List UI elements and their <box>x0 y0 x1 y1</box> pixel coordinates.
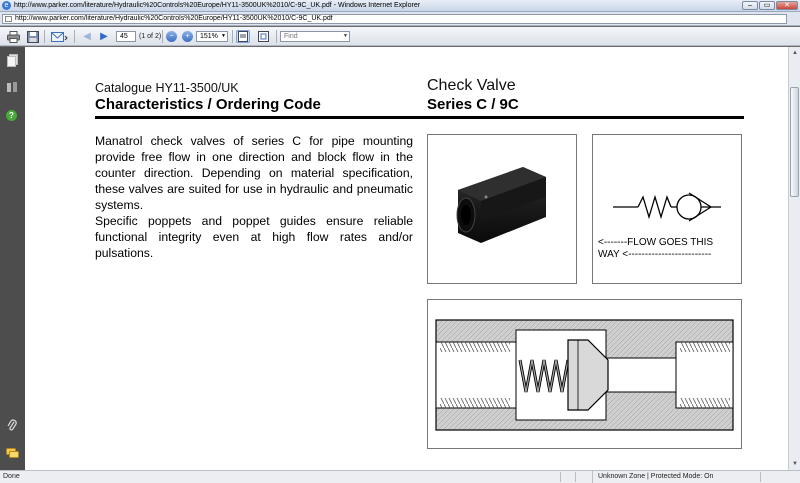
check-valve-photo <box>428 135 576 283</box>
page-count-label: (1 of 2) <box>139 33 162 40</box>
find-dropdown-icon[interactable]: ▼ <box>343 33 348 39</box>
print-icon[interactable] <box>6 30 20 43</box>
chevron-down-icon: ▼ <box>221 33 226 39</box>
sectional-drawing-frame <box>427 299 742 449</box>
flow-direction-label: <-------FLOW GOES THIS WAY <------------------------- <box>598 237 714 260</box>
find-input[interactable] <box>280 31 350 42</box>
email-icon[interactable] <box>50 30 70 43</box>
zoom-in-button[interactable] <box>182 30 193 43</box>
pdf-document-viewport[interactable] <box>25 47 788 470</box>
internet-explorer-icon: e <box>2 1 11 10</box>
window-title: http://www.parker.com/literature/Hydraulic%20Controls%20Europe/HY11-3500UK%2010/C-9C_UK.pdf - Windows Internet Explorer <box>14 2 421 9</box>
scrollbar-thumb[interactable] <box>790 87 799 197</box>
close-button[interactable]: ✕ <box>776 1 798 10</box>
product-title: Check Valve <box>427 77 516 94</box>
fit-width-icon[interactable] <box>236 30 250 43</box>
status-text: Done <box>3 473 20 480</box>
comments-icon[interactable] <box>5 446 19 460</box>
maximize-button[interactable]: ▭ <box>759 1 775 10</box>
pdf-toolbar <box>0 27 800 46</box>
fit-page-icon[interactable] <box>256 30 270 43</box>
zoom-value: 151% <box>200 33 218 40</box>
minimize-button[interactable]: – <box>742 1 758 10</box>
find-placeholder: Find <box>284 33 298 40</box>
help-icon[interactable]: ? <box>6 110 17 121</box>
section-title: Characteristics / Ordering Code <box>95 96 321 113</box>
zoom-select[interactable] <box>196 31 228 42</box>
vertical-scrollbar[interactable] <box>788 47 800 470</box>
url-text: http://www.parker.com/literature/Hydraulic%20Controls%20Europe/HY11-3500UK%2010/C-9C_UK.pdf <box>15 15 333 22</box>
catalogue-label: Catalogue HY11-3500/UK <box>95 81 239 95</box>
description-paragraph-2: Specific poppets and poppet guides ensure reliable functional integrity even at high flow rates and/or pulsations. <box>95 214 413 260</box>
header-rule <box>95 116 744 119</box>
next-page-icon[interactable]: ▶ <box>100 31 108 42</box>
product-photo-frame <box>427 134 577 284</box>
zoom-in-icon: + <box>182 31 193 42</box>
hydraulic-symbol-frame <box>592 134 742 284</box>
attachments-panel-icon[interactable] <box>5 80 19 94</box>
check-valve-symbol <box>593 135 741 235</box>
scroll-up-icon[interactable]: ▲ <box>792 50 798 56</box>
zoom-out-icon: − <box>166 31 177 42</box>
previous-page-icon[interactable]: ◀ <box>83 31 91 42</box>
zoom-out-button[interactable] <box>166 30 177 43</box>
series-title: Series C / 9C <box>427 96 519 113</box>
security-zone-text: Unknown Zone | Protected Mode: On <box>592 471 713 483</box>
description-paragraph-1: Manatrol check valves of series C for pipe mounting provide free flow in one direction and block flow in the counter direction. Depending on material specification, these valves are suited for use in hydraulic and pneumatic systems. <box>95 134 413 212</box>
status-bar <box>0 470 800 483</box>
url-field[interactable] <box>2 14 787 24</box>
save-icon[interactable] <box>26 30 40 43</box>
pdf-navigation-sidebar <box>0 47 25 470</box>
scroll-down-icon[interactable]: ▼ <box>792 461 798 467</box>
pages-panel-icon[interactable] <box>5 53 19 67</box>
address-bar <box>0 12 800 26</box>
pdf-page <box>25 47 788 470</box>
page-number-input[interactable] <box>116 31 136 42</box>
page-icon <box>5 16 12 22</box>
check-valve-cross-section <box>428 300 741 448</box>
window-title-bar <box>0 0 800 12</box>
window-controls <box>742 1 798 10</box>
paperclip-icon[interactable] <box>5 418 19 432</box>
